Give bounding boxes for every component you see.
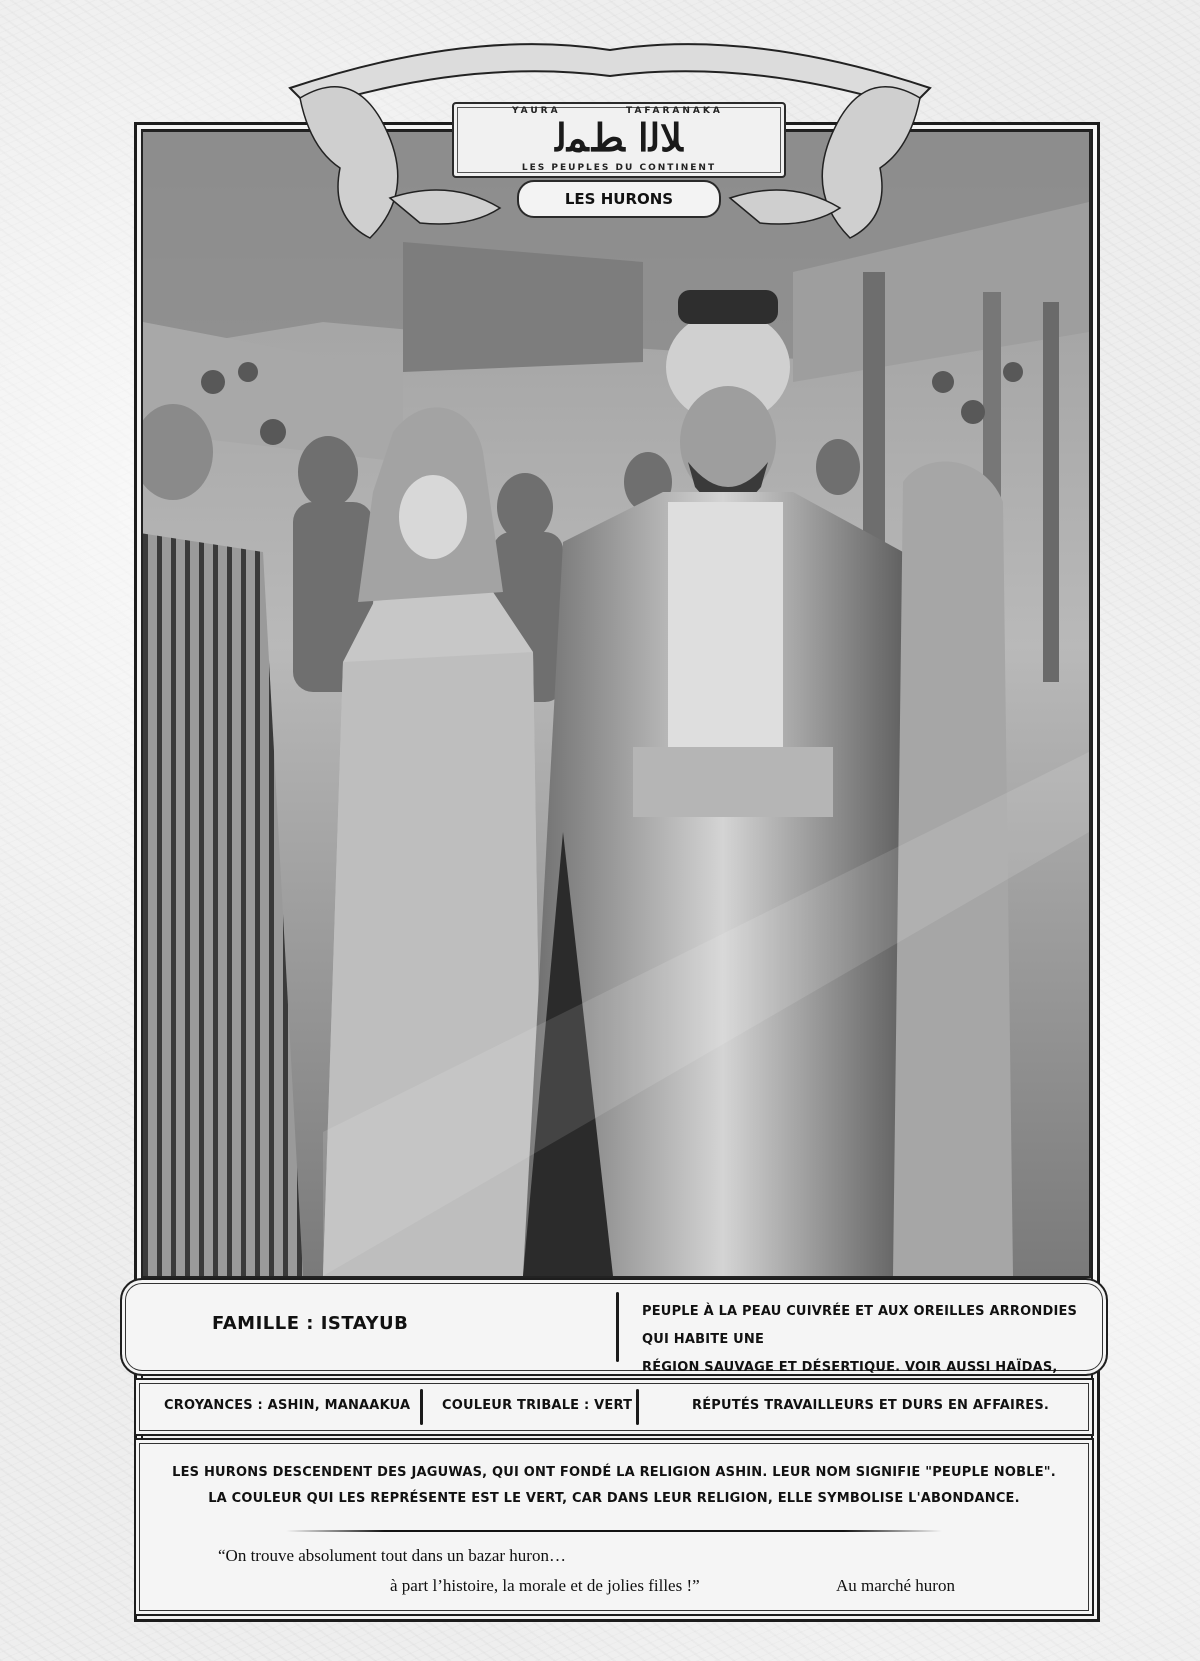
family-divider [616, 1292, 619, 1362]
plate-right-word: TAFARANAKA [626, 106, 723, 116]
quote-source: Au marché huron [836, 1576, 955, 1595]
family-label: FAMILLE : ISTAYUB [212, 1313, 409, 1334]
traits-divider-1 [420, 1389, 423, 1425]
history-text [156, 1460, 1072, 1512]
history-line-1: LES HURONS DESCENDENT DES JAGUWAS, QUI ONT FONDÉ LA RELIGION ASHIN. LEUR NOM SIGNIFIE "PEUPLE NOBLE". [172, 1465, 1056, 1480]
family-panel [120, 1278, 1108, 1376]
plate-left-word: YAURA [512, 106, 561, 116]
reputation-text: RÉPUTÉS TRAVAILLEURS ET DURS EN AFFAIRES. [692, 1398, 1050, 1413]
plate-script-title: ﻼﻟﺍ ﻂﻤﻟ [555, 115, 683, 160]
history-panel [134, 1438, 1094, 1616]
quote-line-2: à part l’histoire, la morale et de jolies filles !” [390, 1576, 700, 1595]
quote-line-1: “On trouve absolument tout dans un bazar huron… [218, 1546, 566, 1565]
title-plate [452, 102, 786, 178]
bazaar-illustration [141, 130, 1091, 1278]
plate-subtitle: LES PEUPLES DU CONTINENT [521, 163, 717, 173]
beliefs-text: CROYANCES : ASHIN, MANAAKUA [164, 1398, 411, 1413]
traits-panel [134, 1378, 1094, 1436]
tribal-color-text: COULEUR TRIBALE : VERT [442, 1398, 633, 1413]
traits-divider-2 [636, 1389, 639, 1425]
history-divider [286, 1530, 942, 1532]
history-line-2: LA COULEUR QUI LES REPRÉSENTE EST LE VERT, CAR DANS LEUR RELIGION, ELLE SYMBOLISE L'ABONDANCE. [208, 1491, 1020, 1506]
people-name-label: LES HURONS [517, 180, 721, 218]
family-description-line-2: RÉGION SAUVAGE ET DÉSERTIQUE. VOIR AUSSI HAÏDAS, [642, 1360, 1058, 1375]
family-description-line-1: PEUPLE À LA PEAU CUIVRÉE ET AUX OREILLES ARRONDIES QUI HABITE UNE [642, 1304, 1078, 1347]
